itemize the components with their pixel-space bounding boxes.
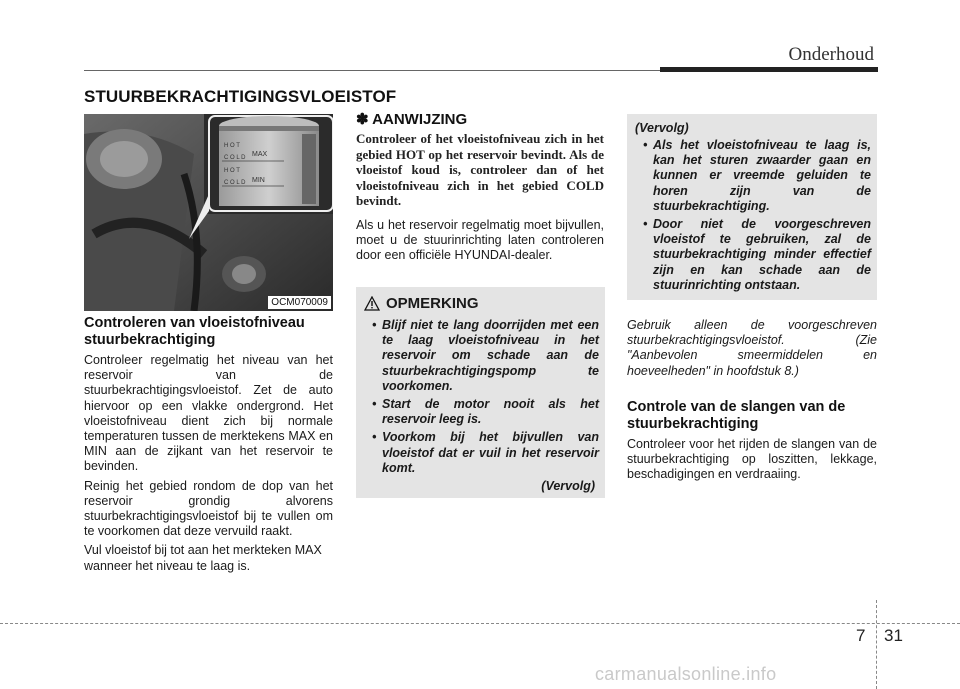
warning-title: OPMERKING xyxy=(386,295,479,312)
note-text: Als u het reservoir regelmatig moet bijvullen, moet u de stuurinrichting laten controleren door een officiële HYUNDAI-dealer. xyxy=(356,218,604,263)
list-item: • Door niet de voorgeschreven vloeistof te gebruiken, zal de stuurbekrachtiging minder effectief zijn en kan schade aan de stuurinrichting ontstaan. xyxy=(643,217,871,292)
continued-list xyxy=(635,138,871,293)
warning-box xyxy=(356,287,605,498)
header-rule xyxy=(84,70,660,71)
list-item: • Voorkom bij het bijvullen van vloeistof dat er vuil in het reservoir komt. xyxy=(372,430,599,475)
warning-title-row xyxy=(364,295,599,312)
footer-rule xyxy=(0,623,960,624)
mark-hot-1: H O T xyxy=(224,143,240,149)
paragraph: Reinig het gebied rondom de dop van het reservoir grondig alvorens stuurbekrachtigingsvloeistof bij te vullen om te voorkomen dat deze vervuild raakt. xyxy=(84,478,333,539)
note-bold-text: Controleer of het vloeistofniveau zich in het gebied HOT op het reservoir bevindt. Als de vloeistof koud is, controleer dan of het vloeistofniveau zich in het gebied COLD bevindt. xyxy=(356,131,604,209)
paragraph: Controleer regelmatig het niveau van het reservoir van de stuurbekrachtigingsvloeistof. Zet de auto hiervoor op een vlakke ondergrond. Het vloeistofniveau dient zich bij normale temperaturen tussen de merktekens MAX en MIN aan de zijkant van het reservoir te bevinden. xyxy=(84,353,333,474)
mark-min: MIN xyxy=(252,177,265,184)
list-item: • Start de motor nooit als het reservoir leeg is. xyxy=(372,397,599,427)
header-rule-accent xyxy=(660,67,878,72)
mark-max: MAX xyxy=(252,151,268,158)
paragraph: Controleer voor het rijden de slangen van de stuurbekrachtiging op loszitten, lekkage, beschadigingen en verdraaiing. xyxy=(627,436,877,482)
note-text-block xyxy=(356,218,604,268)
note-title: ✽ AANWIJZING xyxy=(356,111,468,128)
right-column xyxy=(627,318,877,486)
italic-note: Gebruik alleen de voorgeschreven stuurbekrachtigingsvloeistof. (Zie "Aanbevolen smeermiddelen en hoeveelheden" in hoofdstuk 8.) xyxy=(627,318,877,378)
footer-divider xyxy=(876,600,877,689)
list-item: • Blijf niet te lang doorrijden met een te laag vloeistofniveau in het reservoir om schade aan de stuurbekrachtigingspomp te voorkomen. xyxy=(372,318,599,393)
mark-cold-2: C O L D xyxy=(224,180,246,186)
note-body xyxy=(356,131,604,209)
continued-box xyxy=(627,114,877,300)
mark-cold-1: C O L D xyxy=(224,155,246,161)
section-heading-fluid-level: Controleren van vloeistofniveau stuurbekrachtiging xyxy=(84,315,305,348)
section-name: Onderhoud xyxy=(788,44,874,65)
continued-label: (Vervolg) xyxy=(635,121,689,135)
photo-label: OCM070009 xyxy=(268,296,331,309)
watermark: carmanualsonline.info xyxy=(595,664,777,684)
page-title: STUURBEKRACHTIGINGSVLOEISTOF xyxy=(84,87,397,106)
left-column xyxy=(84,315,333,578)
reservoir-illustration xyxy=(84,114,333,311)
warning-triangle-icon xyxy=(364,296,380,311)
paragraph: Vul vloeistof bij tot aan het merkteken MAX wanneer het niveau te laag is. xyxy=(84,543,322,573)
page-number: 31 xyxy=(884,626,903,645)
mark-hot-2: H O T xyxy=(224,168,240,174)
chapter-number: 7 xyxy=(856,626,866,645)
reservoir-photo xyxy=(84,114,333,311)
list-item: • Als het vloeistofniveau te laag is, kan het sturen zwaarder gaan en kunnen er vreemde geluiden te horen zijn van de stuurbekrachtiging. xyxy=(643,138,871,213)
warning-list xyxy=(364,318,599,476)
section-heading-hoses: Controle van de slangen van de stuurbekrachtiging xyxy=(627,398,846,432)
warning-continued: (Vervolg) xyxy=(541,479,595,494)
